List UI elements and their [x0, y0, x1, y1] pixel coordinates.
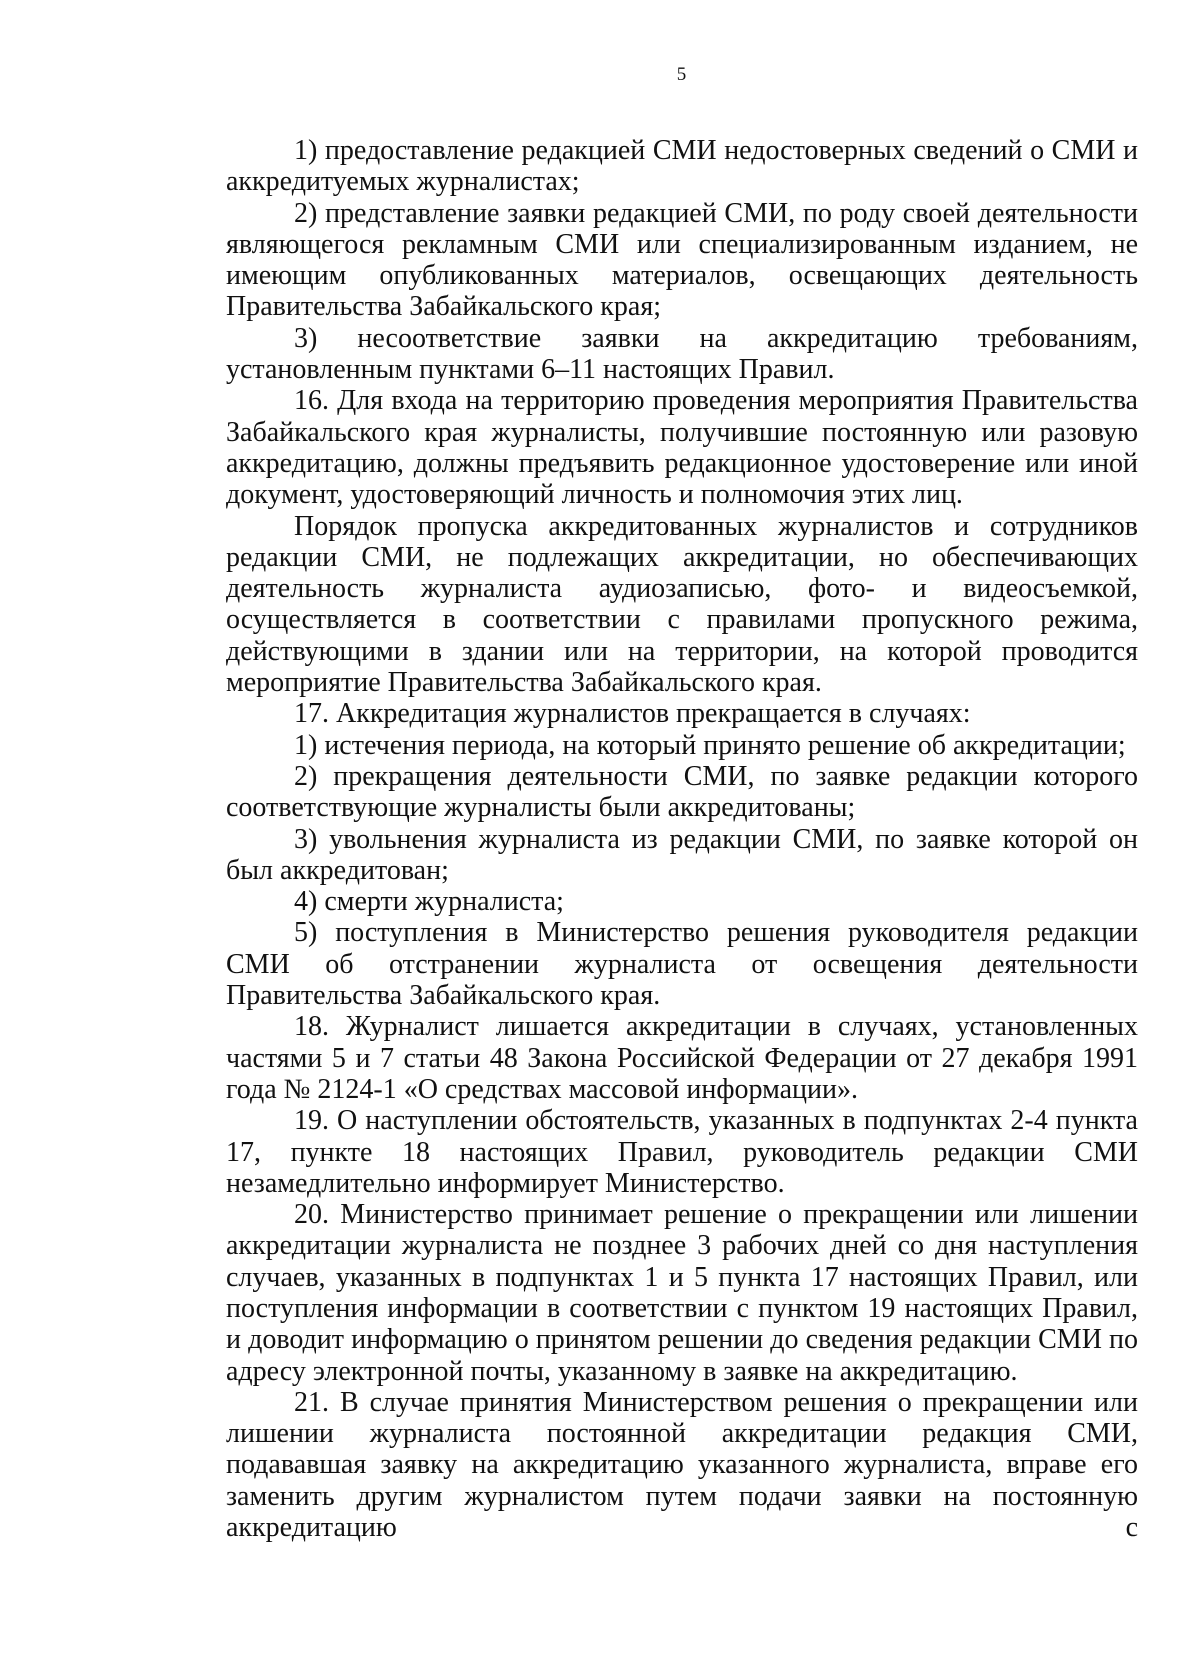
paragraph-17-2: 2) прекращения деятельности СМИ, по заявке редакции которого соответствующие журналисты были аккредитованы; — [226, 760, 1138, 824]
paragraph-16-access-order: Порядок пропуска аккредитованных журналистов и сотрудников редакции СМИ, не подлежащих аккредитации, но обеспечивающих деятельность журналиста аудиозаписью, фото- и видеосъемкой, осуществляется в соответствии с правилами пропускного режима, действующими в здании или на территории, на которой проводится мероприятие Правительства Забайкальского края. — [226, 510, 1138, 699]
paragraph-16: 16. Для входа на территорию проведения мероприятия Правительства Забайкальского края журналисты, получившие постоянную или разовую аккредитацию, должны предъявить редакционное удостоверение или иной документ, удостоверяющий личность и полномочия этих лиц. — [226, 385, 1138, 511]
paragraph-21: 21. В случае принятия Министерством решения о прекращении или лишении журналиста постоянной аккредитации редакция СМИ, подававшая заявку на аккредитацию указанного журналиста, вправе его заменить другим журналистом путем подачи заявки на постоянную аккредитацию с — [226, 1386, 1138, 1544]
page-number: 5 — [676, 64, 687, 85]
paragraph-19: 19. О наступлении обстоятельств, указанных в подпунктах 2-4 пункта 17, пункте 18 настоящих Правил, руководитель редакции СМИ незамедлительно информирует Министерство. — [226, 1105, 1138, 1199]
paragraph-15-1: 1) предоставление редакцией СМИ недостоверных сведений о СМИ и аккредитуемых журналистах; — [226, 135, 1138, 198]
paragraph-20: 20. Министерство принимает решение о прекращении или лишении аккредитации журналиста не позднее 3 рабочих дней со дня наступления случаев, указанных в подпунктах 1 и 5 пункта 17 настоящих Правил, или поступления информации в соответствии с пунктом 19 настоящих Правил, и доводит информацию о принятом решении до сведения редакции СМИ по адресу электронной почты, указанному в заявке на аккредитацию. — [226, 1199, 1138, 1387]
document-body — [226, 135, 1138, 1543]
paragraph-17-5: 5) поступления в Министерство решения руководителя редакции СМИ об отстранении журналиста от освещения деятельности Правительства Забайкальского края. — [226, 917, 1138, 1012]
paragraph-17-3: 3) увольнения журналиста из редакции СМИ, по заявке которой он был аккредитован; — [226, 823, 1138, 886]
paragraph-18: 18. Журналист лишается аккредитации в случаях, установленных частями 5 и 7 статьи 48 Закона Российской Федерации от 27 декабря 1991 года № 2124-1 «О средствах массовой информации». — [226, 1011, 1138, 1105]
paragraph-17: 17. Аккредитация журналистов прекращается в случаях: — [294, 698, 971, 730]
paragraph-15-2: 2) представление заявки редакцией СМИ, по роду своей деятельности являющегося рекламным СМИ или специализированным изданием, не имеющим опубликованных материалов, освещающих деятельность Правительства Забайкальского края; — [226, 197, 1138, 323]
paragraph-17-1: 1) истечения периода, на который принято решение об аккредитации; — [294, 729, 1126, 761]
paragraph-15-3: 3) несоответствие заявки на аккредитацию требованиям, установленным пунктами 6–11 настоящих Правил. — [226, 322, 1138, 386]
paragraph-17-4: 4) смерти журналиста; — [294, 886, 564, 918]
